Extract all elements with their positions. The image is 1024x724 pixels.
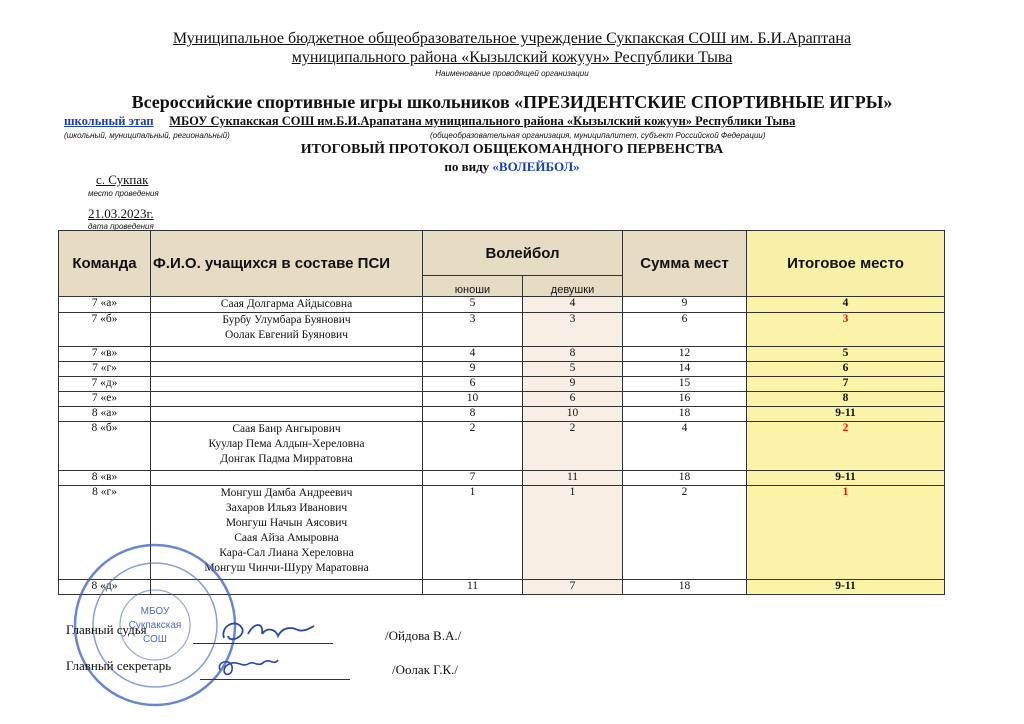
table-row [59, 392, 945, 407]
venue: с. Сукпак [96, 172, 149, 187]
fio-cell [151, 377, 423, 392]
boys-place-cell: 11 [423, 580, 523, 595]
team-cell: 8 «г» [59, 486, 151, 580]
fio-cell [151, 362, 423, 377]
sum-cell: 12 [623, 347, 747, 362]
header-volleyball: Волейбол [423, 231, 623, 276]
student-name: Монгуш Чинчи-Шуру Маратовна [204, 562, 369, 574]
table-row [59, 297, 945, 313]
sum-cell: 18 [623, 471, 747, 486]
judge-label: Главный судья [66, 622, 147, 637]
student-name: Захаров Ильяз Иванович [225, 502, 348, 514]
girls-place-cell: 5 [523, 362, 623, 377]
stamp-line-3: СОШ [143, 634, 167, 645]
table-row [59, 471, 945, 486]
student-name: Саая Айза Амыровна [234, 532, 339, 544]
sum-cell: 15 [623, 377, 747, 392]
sum-cell: 16 [623, 392, 747, 407]
girls-place-cell: 4 [523, 297, 623, 313]
boys-place-cell: 10 [423, 392, 523, 407]
fio-cell [151, 471, 423, 486]
boys-place-cell: 4 [423, 347, 523, 362]
organization-hint: (общеобразовательная организация, муниципалитет, субъект Российской Федерации) [430, 131, 766, 140]
student-name: Монгуш Дамба Андреевич [220, 487, 353, 499]
student-name: Оолак Евгений Буянович [224, 329, 348, 341]
girls-place-cell: 6 [523, 392, 623, 407]
sum-cell: 4 [623, 422, 747, 471]
final-place-cell: 9-11 [747, 471, 945, 486]
fio-cell [151, 347, 423, 362]
final-place-cell: 6 [747, 362, 945, 377]
table-row [59, 377, 945, 392]
protocol-title: ИТОГОВЫЙ ПРОТОКОЛ ОБЩЕКОМАНДНОГО ПЕРВЕНСТВА [300, 142, 724, 157]
final-place-cell: 5 [747, 347, 945, 362]
girls-place-cell: 1 [523, 486, 623, 580]
student-name: Бурбу Улумбара Буянович [222, 314, 351, 326]
team-cell: 7 «а» [59, 297, 151, 313]
final-place-cell: 1 [747, 486, 945, 580]
fio-cell [151, 422, 423, 471]
judge-signature [218, 612, 318, 652]
fio-cell [151, 392, 423, 407]
student-name: Монгуш Начын Аясович [225, 517, 348, 529]
student-name: Кара-Сал Лиана Хереловна [219, 547, 354, 559]
judge-name: /Ойдова В.А./ [385, 628, 462, 643]
sport-name: «ВОЛЕЙБОЛ» [492, 159, 580, 174]
team-cell: 7 «в» [59, 347, 151, 362]
table-row [59, 347, 945, 362]
sum-cell: 6 [623, 313, 747, 347]
girls-place-cell: 7 [523, 580, 623, 595]
boys-place-cell: 3 [423, 313, 523, 347]
final-place-cell: 9-11 [747, 580, 945, 595]
games-title: Всероссийские спортивные игры школьников «ПРЕЗИДЕНТСКИЕ СПОРТИВНЫЕ ИГРЫ» [131, 92, 893, 112]
table-row [59, 362, 945, 377]
girls-place-cell: 2 [523, 422, 623, 471]
team-cell: 7 «б» [59, 313, 151, 347]
student-name: Донгак Падма Мирратовна [220, 453, 353, 465]
student-name: Саая Баир Ангырович [232, 423, 341, 435]
stamp-line-2: Сукпакская [128, 620, 182, 631]
stage-label: школьный этап [64, 114, 154, 128]
sum-cell: 2 [623, 486, 747, 580]
final-place-cell: 4 [747, 297, 945, 313]
final-place-cell: 2 [747, 422, 945, 471]
organizer-hint: Наименование проводящей организации [435, 69, 589, 78]
header-final: Итоговое место [747, 231, 945, 297]
girls-place-cell: 9 [523, 377, 623, 392]
stage-organization: МБОУ Сукпакская СОШ им.Б.И.Арапатана муниципального района «Кызылский кожуун» Республики Тыва [169, 114, 796, 128]
boys-place-cell: 5 [423, 297, 523, 313]
girls-place-cell: 3 [523, 313, 623, 347]
team-cell: 7 «г» [59, 362, 151, 377]
header-fio: Ф.И.О. учащихся в составе ПСИ [151, 231, 423, 297]
fio-cell [151, 313, 423, 347]
sport-prefix: по виду [444, 159, 490, 174]
team-cell: 7 «д» [59, 377, 151, 392]
sum-cell: 18 [623, 407, 747, 422]
secretary-label: Главный секретарь [66, 658, 172, 673]
header-sum: Сумма мест [623, 231, 747, 297]
final-place-cell: 9-11 [747, 407, 945, 422]
table-row [59, 313, 945, 347]
final-place-cell: 8 [747, 392, 945, 407]
team-cell: 8 «д» [59, 580, 151, 595]
organizer-line-2: муниципального района «Кызылский кожуун» Республики Тыва [291, 49, 733, 66]
stamp-line-1: МБОУ [140, 606, 170, 617]
boys-place-cell: 8 [423, 407, 523, 422]
boys-place-cell: 1 [423, 486, 523, 580]
boys-place-cell: 9 [423, 362, 523, 377]
boys-place-cell: 7 [423, 471, 523, 486]
team-cell: 7 «е» [59, 392, 151, 407]
event-date: 21.03.2023г. [88, 206, 154, 221]
date-hint: дата проведения [88, 222, 154, 231]
venue-hint: место проведения [88, 189, 159, 198]
fio-cell [151, 407, 423, 422]
header-girls: девушки [523, 276, 623, 297]
sport-line [0, 159, 1024, 175]
secretary-signature [212, 650, 282, 685]
team-cell: 8 «в» [59, 471, 151, 486]
sum-cell: 18 [623, 580, 747, 595]
student-name: Куулар Пема Алдын-Хереловна [208, 438, 365, 450]
final-place-cell: 3 [747, 313, 945, 347]
boys-place-cell: 6 [423, 377, 523, 392]
header-boys: юноши [423, 276, 523, 297]
table-row [59, 422, 945, 471]
stage-hint: (школьный, муниципальный, региональный) [64, 131, 230, 140]
team-cell: 8 «б» [59, 422, 151, 471]
final-place-cell: 7 [747, 377, 945, 392]
girls-place-cell: 8 [523, 347, 623, 362]
table-row [59, 407, 945, 422]
team-cell: 8 «а» [59, 407, 151, 422]
stage-line [64, 114, 795, 129]
girls-place-cell: 11 [523, 471, 623, 486]
secretary-name: /Оолак Г.К./ [392, 662, 458, 677]
student-name: Саая Долгарма Айдысовна [220, 298, 353, 310]
sum-cell: 14 [623, 362, 747, 377]
header-team: Команда [59, 231, 151, 297]
fio-cell [151, 297, 423, 313]
sum-cell: 9 [623, 297, 747, 313]
girls-place-cell: 10 [523, 407, 623, 422]
boys-place-cell: 2 [423, 422, 523, 471]
organizer-line-1: Муниципальное бюджетное общеобразовательное учреждение Сукпакская СОШ им. Б.И.Араптана [172, 30, 852, 47]
